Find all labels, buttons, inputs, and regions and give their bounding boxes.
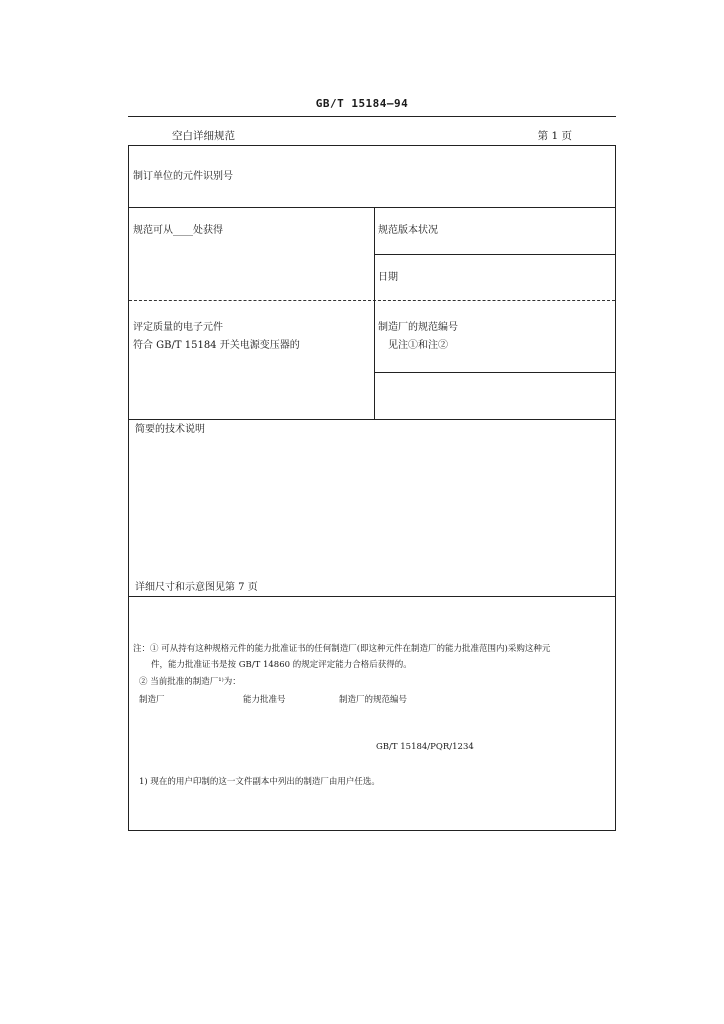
footnote: 1) 现在的用户印制的这一文件副本中列出的制造厂由用户任选。 — [139, 777, 380, 787]
date-label: 日期 — [378, 272, 398, 283]
note-1-line-2: 件，能力批准证书是按 GB/T 14860 的规定评定能力合格后获得的。 — [151, 660, 412, 670]
row-divider — [374, 254, 615, 255]
note-1-line-1: 注：① 可从持有这种规格元件的能力批准证书的任何制造厂(即这种元件在制造厂的能力批准范围内)采购这种元 — [133, 644, 551, 654]
issuing-unit-label: 制订单位的元件识别号 — [133, 171, 233, 182]
title-row — [128, 128, 616, 144]
see-notes: 见注①和注② — [388, 340, 448, 351]
spec-obtainable-label: 规范可从____处获得 — [133, 225, 223, 236]
header-rule — [128, 116, 616, 117]
component-line-2: 符合 GB/T 15184 开关电源变压器的 — [133, 340, 300, 351]
row-divider-dashed — [129, 300, 615, 301]
row-divider — [129, 207, 615, 208]
spec-version-label: 规范版本状况 — [378, 225, 438, 236]
standard-number: GB/T 15184—94 — [315, 97, 409, 110]
note-2-label: ② 当前批准的制造厂¹⁾为： — [139, 677, 241, 687]
row-divider — [129, 596, 615, 597]
page-number: 第 1 页 — [537, 130, 572, 142]
row-divider — [129, 419, 615, 420]
column-divider — [374, 207, 375, 419]
col-mfr-spec-no: 制造厂的规范编号 — [339, 695, 408, 705]
component-line-1: 评定质量的电子元件 — [133, 322, 223, 333]
blank-spec-title: 空白详细规范 — [172, 130, 235, 142]
detail-dims-label: 详细尺寸和示意图见第 7 页 — [135, 582, 258, 593]
row-divider — [374, 372, 615, 373]
col-approval-no: 能力批准号 — [243, 695, 286, 705]
col-manufacturer: 制造厂 — [139, 695, 165, 705]
pqr-code: GB/T 15184/PQR/1234 — [376, 742, 474, 752]
specification-form — [128, 145, 616, 831]
manufacturer-spec-label: 制造厂的规范编号 — [378, 322, 458, 333]
tech-desc-label: 简要的技术说明 — [135, 424, 205, 435]
